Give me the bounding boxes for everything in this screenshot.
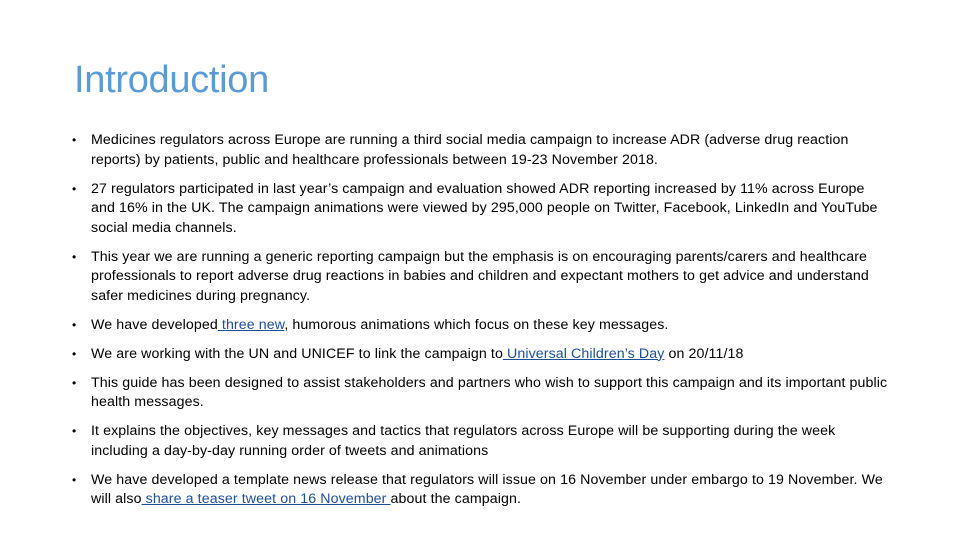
bullet-text: Medicines regulators across Europe are running a third social media campaign to increase ADR (adverse drug reaction reports) by patients, public and healthcare professionals between 19-23 November 2018.	[91, 132, 849, 168]
teaser-tweet-link[interactable]: share a teaser tweet on 16 November	[141, 491, 391, 507]
bullet-text-after: , humorous animations which focus on these key messages.	[284, 316, 669, 333]
bullet-dot: •	[72, 424, 77, 438]
bullet-dot: •	[72, 249, 77, 264]
bullet-item	[72, 345, 892, 365]
bullet-text-after: on 20/11/18	[664, 345, 744, 362]
bullet-dot: •	[72, 133, 77, 147]
bullet-dot: •	[72, 181, 77, 196]
bullet-item	[72, 316, 892, 336]
bullet-item	[72, 180, 892, 239]
bullet-text-after: about the campaign.	[390, 491, 522, 507]
bullet-dot: •	[72, 317, 77, 332]
bullet-text-before: We have developed a template news release that regulators will issue on 16 November under embargo to 19 November. We will also	[91, 471, 883, 507]
bullet-item	[72, 131, 892, 170]
bullet-dot: •	[72, 472, 77, 487]
bullet-text: 27 regulators participated in last year’s campaign and evaluation showed ADR reporting increased by 11% across Europe and 16% in the UK. The campaign animations were viewed by 295,000 people on Twitter, Facebook, LinkedIn and YouTube social media channels.	[91, 180, 878, 236]
bullet-text-before: We are working with the UN and UNICEF to link the campaign to	[91, 345, 503, 362]
bullet-item	[72, 471, 892, 510]
slide-title: Introduction	[74, 59, 269, 101]
bullet-list	[72, 131, 892, 519]
bullet-item	[72, 374, 892, 413]
bullet-dot: •	[72, 375, 77, 390]
universal-childrens-day-link[interactable]: Universal Children’s Day	[502, 345, 665, 362]
bullet-item	[72, 248, 892, 307]
bullet-text-before: We have developed	[91, 316, 218, 333]
bullet-item	[72, 422, 892, 461]
bullet-dot: •	[72, 346, 77, 361]
bullet-text: This year we are running a generic reporting campaign but the emphasis is on encouraging parents/carers and healthcare professionals to report adverse drug reactions in babies and children and expectant mothers to get advice and understand safer medicines during pregnancy.	[91, 248, 869, 304]
three-new-animations-link[interactable]: three new	[217, 316, 285, 333]
bullet-text: This guide has been designed to assist stakeholders and partners who wish to support this campaign and its important public health messages.	[91, 374, 888, 410]
bullet-text: It explains the objectives, key messages and tactics that regulators across Europe will be supporting during the week including a day-by-day running order of tweets and animations	[91, 423, 836, 459]
